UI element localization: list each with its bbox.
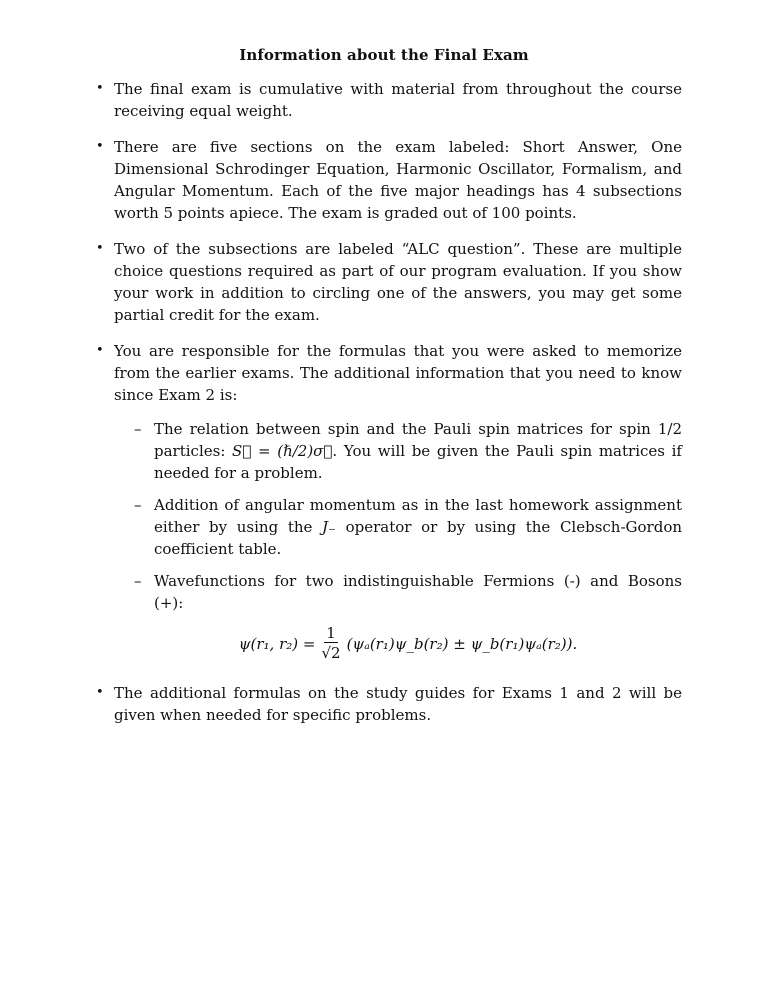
equation-lhs: ψ(r₁, r₂) = bbox=[238, 634, 316, 653]
dash-icon: – bbox=[134, 420, 142, 438]
angular-operator: J₋ bbox=[322, 518, 336, 536]
equation-denominator: √2 bbox=[321, 644, 341, 662]
bullet-icon: • bbox=[96, 241, 104, 256]
bullet-item-study-guides bbox=[96, 682, 682, 726]
bullet-text: The additional formulas on the study guides for Exams 1 and 2 will be given when needed for specific problems. bbox=[114, 684, 682, 724]
bullet-list bbox=[96, 78, 683, 740]
bullet-icon: • bbox=[96, 685, 104, 700]
angular-text-a: Addition of angular momentum as in the last homework assignment either by using the bbox=[154, 496, 682, 536]
equation-numerator: 1 bbox=[326, 624, 336, 642]
equation-fraction bbox=[321, 624, 340, 663]
bullet-text: You are responsible for the formulas that you were asked to memorize from the earlier exams. The additional information that you need to know since Exam 2 is: bbox=[114, 342, 682, 404]
bullet-text: There are five sections on the exam labeled: Short Answer, One Dimensional Schrodinger Equation, Harmonic Oscillator, Formalism, and Angular Momentum. Each of the five major headings has 4 subsections worth 5 points apiece. The exam is graded out of 100 points. bbox=[114, 138, 682, 222]
bullet-item-cumulative bbox=[96, 78, 682, 122]
bullet-text: The final exam is cumulative with material from throughout the course receiving equal weight. bbox=[114, 80, 682, 120]
wavefunction-text: Wavefunctions for two indistinguishable Fermions (-) and Bosons (+): bbox=[154, 572, 682, 612]
bullet-icon: • bbox=[96, 139, 104, 154]
bullet-item-alc bbox=[96, 238, 682, 326]
angular-text-b: operator or by using the Clebsch-Gordon coefficient table. bbox=[154, 518, 683, 558]
document-title: Information about the Final Exam bbox=[239, 46, 529, 64]
bullet-icon: • bbox=[96, 343, 104, 358]
spin-formula: S⃗ = (ℏ/2)σ⃗ bbox=[232, 442, 333, 460]
spin-text-a: The relation between spin and the Pauli spin matrices for spin 1/2 particles: bbox=[154, 420, 682, 460]
sub-item-spin bbox=[134, 418, 682, 484]
sub-item-wavefunctions bbox=[134, 570, 682, 614]
sub-list bbox=[134, 418, 682, 668]
dash-icon: – bbox=[134, 496, 142, 514]
bullet-text: Two of the subsections are labeled “ALC question”. These are multiple choice questions required as part of our program evaluation. If you show your work in addition to circling one of the answers, you may get some partial credit for the exam. bbox=[114, 240, 682, 324]
spin-text-b: . You will be given the Pauli spin matrices if needed for a problem. bbox=[154, 442, 682, 482]
bullet-icon: • bbox=[96, 81, 104, 96]
equation-rhs: (ψₐ(r₁)ψ_b(r₂) ± ψ_b(r₁)ψₐ(r₂)). bbox=[346, 634, 578, 653]
bullet-item-sections bbox=[96, 136, 682, 224]
dash-icon: – bbox=[134, 572, 142, 590]
bullet-item-formulas bbox=[96, 340, 683, 668]
sub-item-angular-momentum bbox=[134, 494, 682, 560]
wavefunction-equation bbox=[134, 624, 682, 668]
